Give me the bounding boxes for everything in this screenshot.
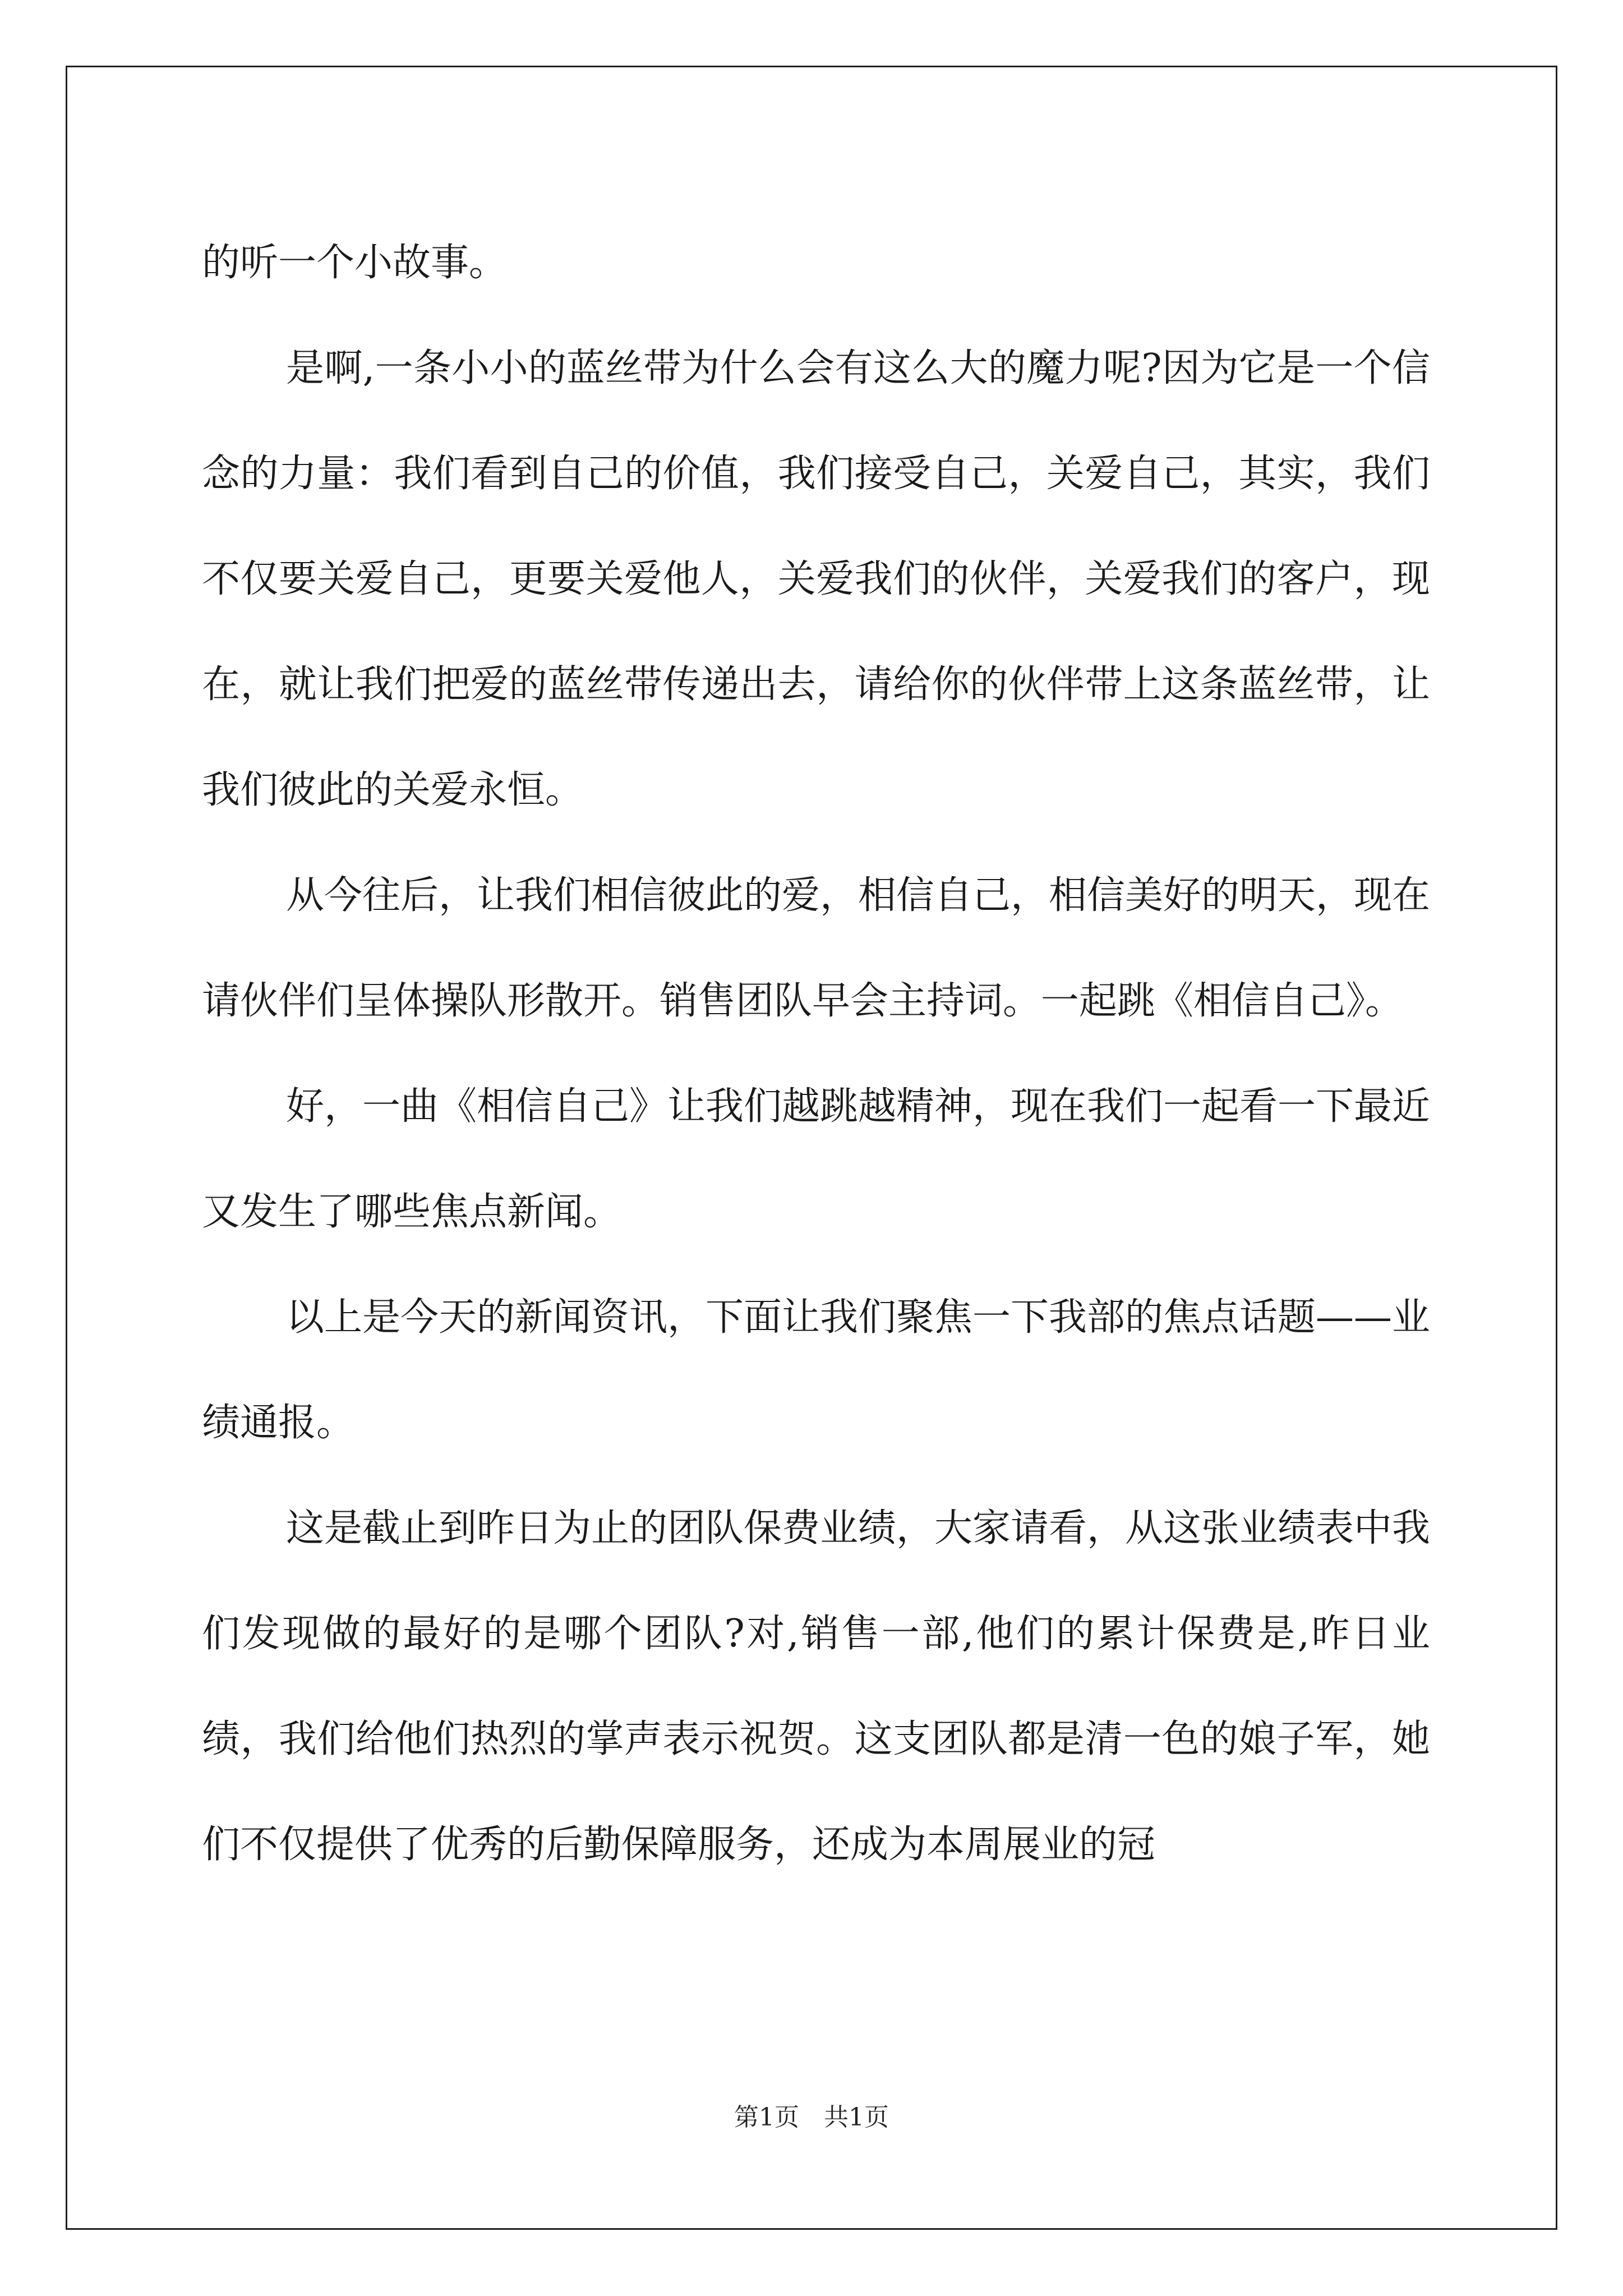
page-number-footer: 第1页 共1页 bbox=[734, 2103, 889, 2132]
paragraph-3: 从今往后，让我们相信彼此的爱，相信自己，相信美好的明天，现在请伙伴们呈体操队形散开。销售团队早会主持词。一起跳《相信自己》。 bbox=[202, 873, 1431, 1023]
paragraph-1: 的听一个小故事。 bbox=[202, 241, 508, 285]
paragraph-4: 好，一曲《相信自己》让我们越跳越精神，现在我们一起看一下最近又发生了哪些焦点新闻。 bbox=[202, 1084, 1431, 1234]
paragraph-5: 以上是今天的新闻资讯，下面让我们聚焦一下我部的焦点话题——业绩通报。 bbox=[202, 1295, 1431, 1445]
paragraph-6: 这是截止到昨日为止的团队保费业绩，大家请看，从这张业绩表中我们发现做的最好的是哪个团队?对,销售一部,他们的累计保费是,昨日业绩，我们给他们热烈的掌声表示祝贺。这支团队都是清一色的娘子军，她们不仅提供了优秀的后勤保障服务，还成为本周展业的冠 bbox=[202, 1506, 1431, 1867]
paragraph-2: 是啊,一条小小的蓝丝带为什么会有这么大的魔力呢?因为它是一个信念的力量：我们看到自己的价值，我们接受自己，关爱自己，其实，我们不仅要关爱自己，更要关爱他人，关爱我们的伙伴，关爱我们的客户，现在，就让我们把爱的蓝丝带传递出去，请给你的伙伴带上这条蓝丝带，让我们彼此的关爱永恒。 bbox=[202, 346, 1430, 812]
document-body bbox=[202, 210, 1430, 1898]
